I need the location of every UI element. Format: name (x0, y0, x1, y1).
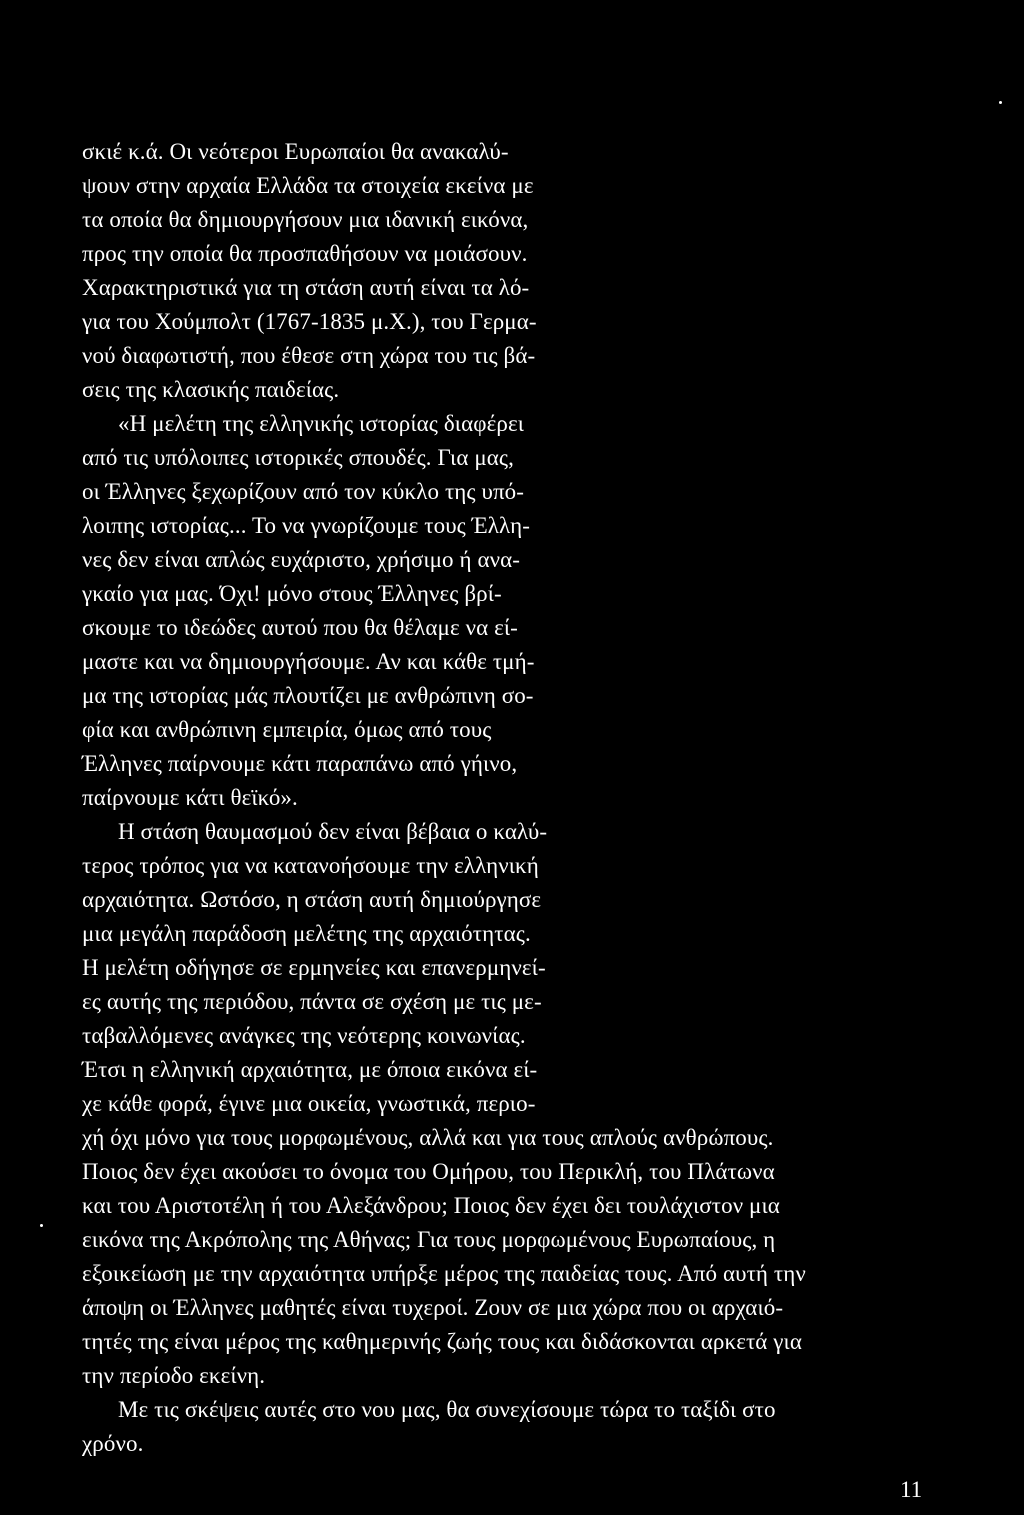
text-line: την περίοδο εκείνη. (82, 1363, 266, 1388)
text-line: για του Χούμπολτ (1767-1835 μ.Χ.), του Γερμα- (82, 309, 537, 334)
text-line: Η μελέτη οδήγησε σε ερμηνείες και επανερμηνεί- (82, 955, 546, 980)
text-line: ες αυτής της περιόδου, πάντα σε σχέση με τις με- (82, 989, 542, 1014)
text-line: νού διαφωτιστή, που έθεσε στη χώρα του τις βά- (82, 343, 536, 368)
text-line: οι Έλληνες ξεχωρίζουν από τον κύκλο της υπό- (82, 479, 525, 504)
text-line: παίρνουμε κάτι θεϊκό». (82, 785, 298, 810)
text-line: λοιπης ιστορίας... Το να γνωρίζουμε τους Έλλη- (82, 513, 530, 538)
text-line: μια μεγάλη παράδοση μελέτης της αρχαιότητας. (82, 921, 531, 946)
text-line: αρχαιότητα. Ωστόσο, η στάση αυτή δημιούργησε (82, 887, 542, 912)
text-line: Χαρακτηριστικά για τη στάση αυτή είναι τα λό- (82, 275, 530, 300)
text-line: σκιέ κ.ά. Οι νεότεροι Ευρωπαίοι θα ανακαλύ- (82, 139, 509, 164)
text-line: χή όχι μόνο για τους μορφωμένους, αλλά και για τους απλούς ανθρώπους. (82, 1125, 774, 1150)
text-line: χε κάθε φορά, έγινε μια οικεία, γνωστικά, περιο- (82, 1091, 536, 1116)
text-line: σκουμε το ιδεώδες αυτού που θα θέλαμε να εί- (82, 615, 518, 640)
text-line: Έτσι η ελληνική αρχαιότητα, με όποια εικόνα εί- (82, 1057, 538, 1082)
text-line: Έλληνες παίρνουμε κάτι παραπάνω από γήινο, (82, 751, 518, 776)
speck-mark (40, 1224, 43, 1227)
text-line: σεις της κλασικής παιδείας. (82, 377, 340, 402)
text-line: από τις υπόλοιπες ιστορικές σπουδές. Για μας, (82, 445, 514, 470)
text-line: προς την οποία θα προσπαθήσουν να μοιάσουν. (82, 241, 528, 266)
text-line: άποψη οι Έλληνες μαθητές είναι τυχεροί. Ζουν σε μια χώρα που οι αρχαιό- (82, 1295, 784, 1320)
text-line: νες δεν είναι απλώς ευχάριστο, χρήσιμο ή ανα- (82, 547, 521, 572)
text-line: Η στάση θαυμασμού δεν είναι βέβαια ο καλύ- (118, 819, 548, 844)
text-line: εξοικείωση με την αρχαιότητα υπήρξε μέρος της παιδείας τους. Από αυτή την (82, 1261, 806, 1286)
text-line: εικόνα της Ακρόπολης της Αθήνας; Για τους μορφωμένους Ευρωπαίους, η (82, 1227, 776, 1252)
speck-mark (999, 101, 1002, 104)
text-line: τερος τρόπος για να κατανοήσουμε την ελληνική (82, 853, 539, 878)
text-line: τα οποία θα δημιουργήσουν μια ιδανική εικόνα, (82, 207, 529, 232)
text-line: Ποιος δεν έχει ακούσει το όνομα του Ομήρου, του Περικλή, του Πλάτωνα (82, 1159, 775, 1184)
text-line: χρόνο. (82, 1431, 144, 1456)
text-line: Με τις σκέψεις αυτές στο νου μας, θα συνεχίσουμε τώρα το ταξίδι στο (118, 1397, 776, 1422)
text-line: και του Αριστοτέλη ή του Αλεξάνδρου; Ποιος δεν έχει δει τουλάχιστον μια (82, 1193, 780, 1218)
text-line: τητές της είναι μέρος της καθημερινής ζωής τους και διδάσκονται αρκετά για (82, 1329, 802, 1354)
text-line: γκαίο για μας. Όχι! μόνο στους Έλληνες βρί- (82, 581, 502, 606)
text-line: ψουν στην αρχαία Ελλάδα τα στοιχεία εκείνα με (82, 173, 534, 198)
text-line: φία και ανθρώπινη εμπειρία, όμως από τους (82, 717, 492, 742)
text-line: «Η μελέτη της ελληνικής ιστορίας διαφέρει (118, 411, 524, 436)
text-line: ταβαλλόμενες ανάγκες της νεότερης κοινωνίας. (82, 1023, 526, 1048)
text-line: μα της ιστορίας μάς πλουτίζει με ανθρώπινη σο- (82, 683, 534, 708)
page-number: 11 (900, 1477, 923, 1502)
text-line: μαστε και να δημιουργήσουμε. Αν και κάθε τμή- (82, 649, 535, 674)
